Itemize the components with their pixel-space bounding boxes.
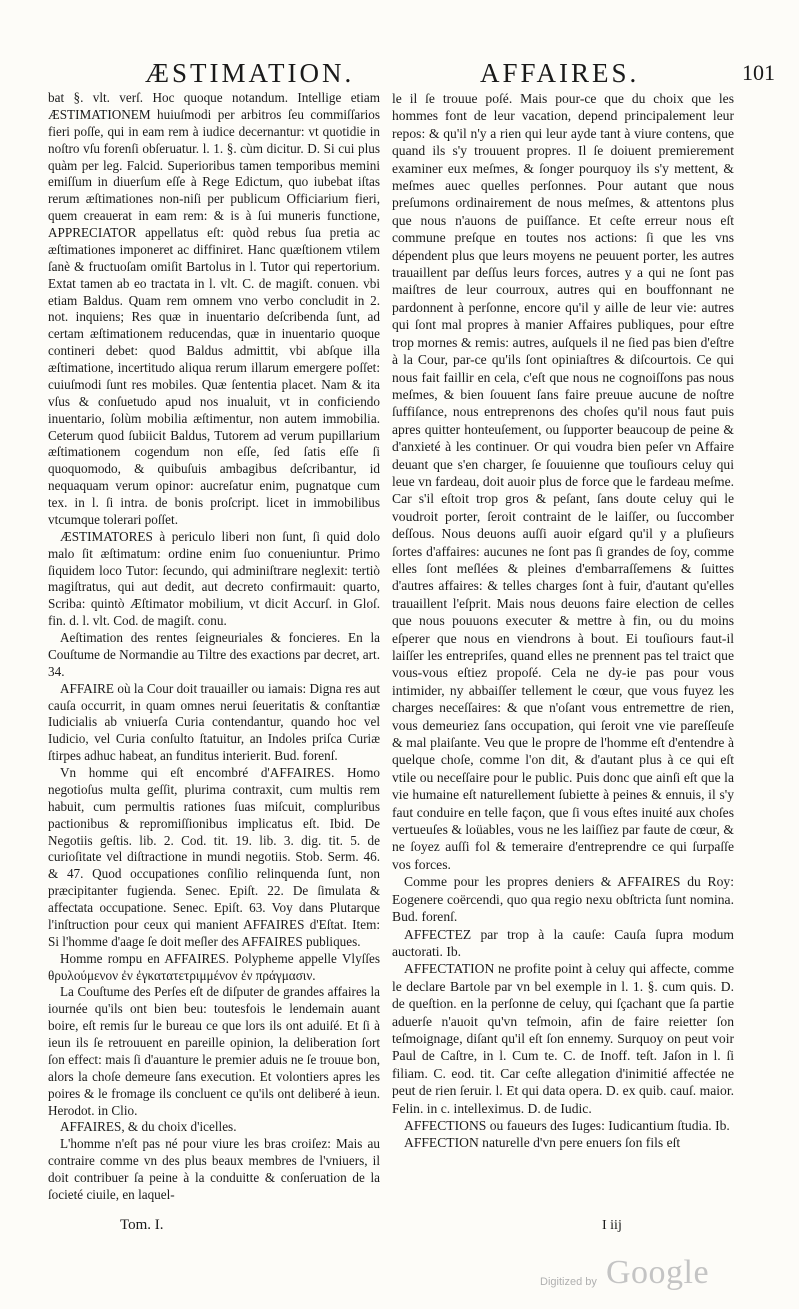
left-running-title: ÆSTIMATION. [145, 58, 355, 88]
paragraph-rentes-seigneuriales: Aeſtimation des rentes ſeigneuriales & foncieres. En la Couſtume de Normandie au Tiltre des exactions par decret, art. 34. [48, 630, 380, 679]
left-text-column [48, 90, 380, 1204]
gathering-signature: I iij [602, 1218, 622, 1233]
paragraph-affectez: AFFECTEZ par trop à la cauſe: Cauſa ſupra modum auctorati. Ib. [392, 926, 734, 959]
paragraph-choix-affaires-heading: AFFAIRES, & du choix d'icelles. [60, 1119, 237, 1135]
paragraph-affections-iuges: AFFECTIONS ou faueurs des Iuges: Iudicantium ſtudia. Ib. [404, 1117, 730, 1133]
paragraph-affection-naturelle: AFFECTION naturelle d'vn pere enuers ſon fils eſt [404, 1135, 681, 1151]
paragraph-choix-vacation: le il ſe trouue poſé. Mais pour-ce que du choix que les hommes font de leur vacation, depend principalement leur repos: & qu'il n'y a rien qui leur ayde tant à viure contens, que quand ils s'y trouuent propres. Il ſe doiuent premierement examiner eux meſmes, & ſonger pourquoy ils s'y mettent, & meſmes auec quelles perſonnes. Pour autant que nous preſumons ordinairement de nous meſmes, & attentons plus que nous n'auons de puiſſance. Et ceſte erreur nous eſt commune preſque en toutes nos actions: ſi que les vns dépendent plus que leurs moyens ne peuuent porter, les autres trauaillent par deſſus leurs forces, autres y a qui ne ſont pas maiſtres de leur courroux, autres qui en bouffonnant ne pardonnent à perſonne, encore qu'il y aille de leur vie: autres qui ſont mal propres à manier Affaires publiques, pour eſtre trop mornes & remis: autres, auſquels il ne ſied pas bien d'eſtre à la Cour, par-ce qu'ils ſont opiniaſtres & diſcourtois. Ce qui nous fait faillir en cela, c'eſt que nous ne cognoiſſons pas nous meſmes, & bien ſouuent ſans faire preuue aucune de noſtre ſuffiſance, nous entreprenons des choſes qu'il nous faut puis apres quitter honteuſement, ou ſupporter beaucoup de peine & d'anxieté à les continuer. Or qui voudra bien peſer vn Affaire deuant que s'en charger, ſe ſouuienne que touſiours celuy qui leue vn fardeau, doit auoir plus de force que le fardeau meſme. Car s'il eſtoit trop gros & peſant, ſans doute celuy qui le voudroit porter, ſeroit contraint de le laiſſer, ou ſuccomber deſſous. Nous deuons auſſi auoir eſgard qu'il y a pluſieurs ſortes d'affaires: aucunes ne ſont pas ſi grandes de ſoy, comme elles ſont meſlées & pleines d'embarraſſemens & ſuittes d'autres affaires: & telles charges ſont à fuir, d'autant qu'elles trauaillent l'eſprit. Mais nous deuons faire election de celles que nous pouuons executer & mettre à fin, ou du moins eſperer que nous en viendrons à bout. Ei touſiours faut-il laiſſer les entrepriſes, quand elles ne prennent pas tel traict que vous-vous eſtiez propoſé. Cela ne dy-ie pas pour vous intimider, ny abbaiſſer tellement le cœur, que vous fuyez les charges neceſſaires: & que n'oſant vous entremettre de rien, vous demeuriez ſans occupation, qui ſeroit vne vie pareſſeuſe & mal plaiſante. Veu que le propre de l'homme eſt d'entendre à quelque choſe, comme l'on dit, & d'autant plus à ce qui eſt vtile ou neceſſaire pour le public. Puis donc que ainſi eſt que la vie humaine eſt naturellement ſubiette à peines & ennuis, il s'y faut conduire en telle façon, que ſi vous eſtes inuité aux choſes vertueuſes & loüables, vous ne les laiſſiez par faute de cœur, & ne ſoyez auſſi fol & temeraire d'entreprendre ce qui ſurpaſſe vos forces. [392, 91, 734, 872]
paragraph-homme-encombre: Vn homme qui eſt encombré d'AFFAIRES. Homo negotioſus multa geſſit, plurima contraxit, cum multis rem habuit, cum permultis rationes ſuas miſcuit, compluribus pactionibus & repromiſſionibus implicatus eſt. Ibid. De Negotiis geſtis. lib. 2. Cod. tit. 19. lib. 3. dig. tit. 5. de curioſitate vel diſtractione in mundi negotiis. Stob. Serm. 46. & 47. Quod occupationes conſilio relinquenda ſunt, non præcipitanter fugienda. Senec. Epiſt. 22. De ſimulata & affectata occupatione. Senec. Epiſt. 63. Voy dans Plutarque l'inſtruction pour ceux qui manient AFFAIRES d'Eſtat. Item: Si l'homme d'aage ſe doit meſler des AFFAIRES publiques. [48, 765, 380, 949]
watermark-digitized-text: Digitized by [540, 1276, 597, 1288]
paragraph-estimation-arbitres: bat §. vlt. verſ. Hoc quoque notandum. Intellige etiam ÆSTIMATIONEM huiuſmodi per arbitros ſeu commiſſarios fieri poſſe, qui in eam rem à iudice decernantur: vt quotidie in noſtro vſu forenſi obſeruatur. l. 1. §. cùm dicitur. D. Si cui plus quàm per leg. Falcid. Superioribus tamen temporibus memini emiſſum in diuerſum eſſe à Rege Edictum, quo iubebat iſtas rerum æſtimationes non-niſi per publicum Officiarium fieri, quem creauerat in eam rem: & is à ſui muneris functione, APPRECIATOR appellatus eſt: quòd rebus ſua pretia ac æſtimationes imponeret ac diffiniret. Hanc quæſtionem vtilem ſanè & fructuoſam omiſit Bartolus in l. Tutor qui repertorium. Extat tamen ab eo tractata in l. vlt. C. de magiſt. conuen. vbi etiam Baldus. Quam rem omnem vno verbo concludit in 2. not. inquiens; Res quæ in inuentario deſcribenda ſunt, ad certam æſtimationem reducendas, quæ in inuentario quoque contineri debet: quod Baldus admittit, vbi abſque illa æſtimatione, incertitudo aliqua rerum illarum emergere poſſet: cuiuſmodi ſunt res mobiles. Quæ ſententia placet. Nam & ita vſus & conſuetudo apud nos inualuit, vt in conficiendo inuentario, ſolùm mobilia æſtimentur, non autem immobilia. Ceterum quod ſubiicit Baldus, Tutorem ad verum pupillarium æſtimationem cogendum non eſſe, ſed ſatis eſſe ſi quoquomodo, & quibuſuis ambagibus deſcribantur, id nequaquam verum opinor: aucreſatur enim, pugnatque cum tex. in l. ſi intra. de bonis proſcript. licet in immobilibus vtcumque tolerari poſſet. [48, 90, 380, 527]
paragraph-coustume-perses: La Couſtume des Perſes eſt de diſputer de grandes affaires la iournée qu'ils ont bien beu: toutesfois le lendemain auant boire, eſt remis ſur le bureau ce que lors ils ont aduiſé. Et ſi à ieun ils ſe retrouuent en pareille opinion, la deliberation ſort ſon effect: mais ſi d'auanture le premier aduis ne ſe trouue bon, alors la choſe demeure ſans execution. Et volontiers apres les poires & le fromage ils concluent ce qu'ils ont deliberé à ieun. Herodot. in Clio. [48, 984, 380, 1118]
paragraph-estimatores: ÆSTIMATORES à periculo liberi non ſunt, ſi quid dolo malo ſit æſtimatum: ordine enim ſuo conueniuntur. Primo ſiquidem loco Tutor: ſecundo, qui adminiſtrare neglexit: tertiò magiſtratus, qui aut dedit, aut decreto confirmauit: quarto, Scriba: quintò Æſtimator mobilium, vt dicit Accurſ. in Gloſ. fin. d. l. vlt. Cod. de magiſt. conu. [48, 528, 380, 629]
google-logo: Google [606, 1254, 710, 1291]
paragraph-affaire-cour: AFFAIRE où la Cour doit trauailler ou iamais: Digna res aut cauſa occurrit, in quam omnes nerui ſeueritatis & conſtantiæ Iudicialis ab vniuerſa Curia contendantur, quando hoc vel Iudicio, vel Curia conſulto ſtatuitur, an Indoles priſca Curiæ ſtirpes adhuc habeat, an funditus interierit. Bud. forenſ. [48, 680, 380, 764]
paragraph-homme-rompu: Homme rompu en AFFAIRES. Polypheme appelle Vlyſſes θρυλούμενον ἐν ἐγκατατετριμμένον ἐν πράγμασιν. [48, 950, 380, 983]
paragraph-deniers-roy: Comme pour les propres deniers & AFFAIRES du Roy: Eogenere coërcendi, quo qua regio nexu obſtricta ſunt nomina. Bud. forenſ. [392, 874, 734, 925]
volume-signature: Tom. I. [120, 1217, 164, 1233]
right-text-column [392, 90, 734, 1152]
google-watermark [540, 1254, 780, 1294]
running-header [40, 58, 775, 90]
paragraph-affectation: AFFECTATION ne profite point à celuy qui affecte, comme le declare Bartole par vn bel exemple in l. 1. §. cum quis. D. de queſtion. en la perſonne de celuy, qui ſçachant que ſa partie aduerſe n'auoit qu'vn teſmoin, afin de faire reietter ſon teſmoignage, diſant qu'il eſt ſon ennemy. Surquoy on peut voir Paul de Caſtre, in l. Cum te. C. de Inoff. teſt. Jaſon in l. ſi filiam. C. eod. tit. Car ceſte allegation d'inimitié affectée ne peut de rien ſeruir. l. Et qui data opera. D. ex quib. cauſ. maior. Felin. in c. intelleximus. D. de Iudic. [392, 961, 734, 1116]
page-number: 101 [742, 60, 775, 85]
paragraph-homme-pas-ne: L'homme n'eſt pas né pour viure les bras croiſez: Mais au contraire comme vn des plus beaux membres de l'vniuers, il doit contribuer ſa peine à la conduitte & conſeruation de la ſocieté ciuile, en laquel- [48, 1136, 380, 1202]
right-running-title: AFFAIRES. [480, 58, 640, 88]
